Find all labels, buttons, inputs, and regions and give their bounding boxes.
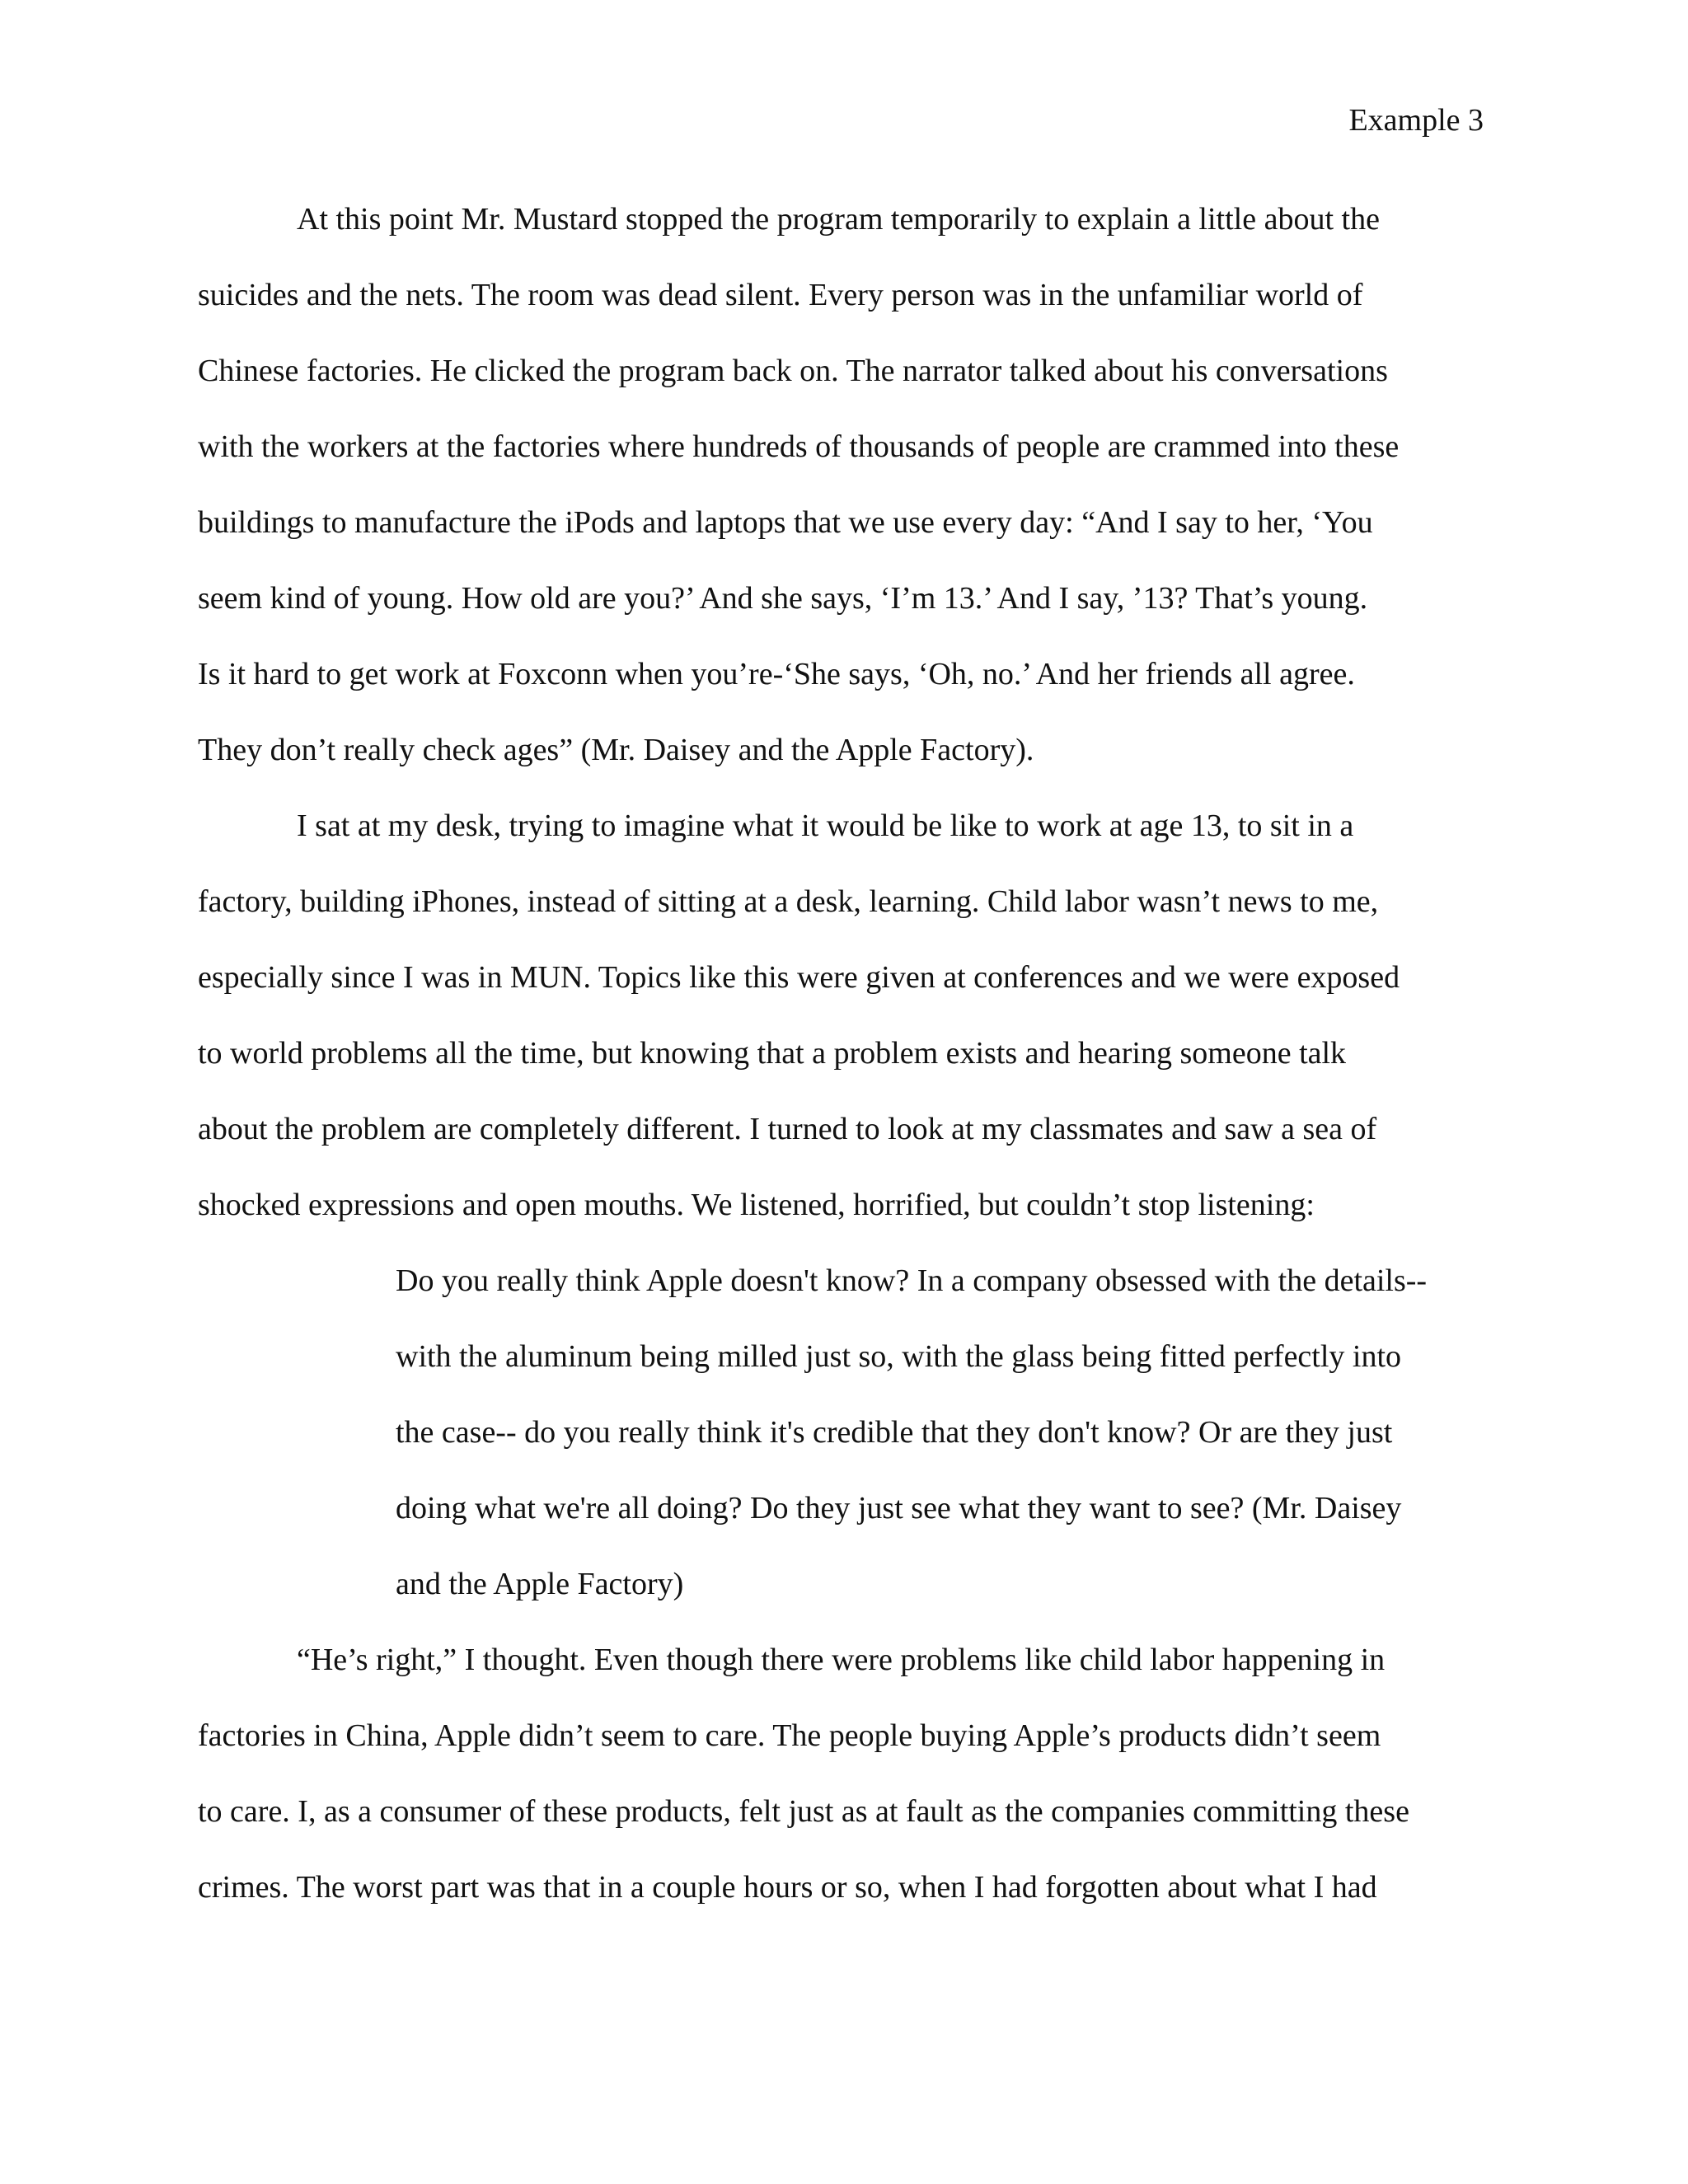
paragraph-2: [198, 803, 1489, 1258]
text-line: with the workers at the factories where hundreds of thousands of people are crammed into these: [198, 429, 1400, 464]
text-line: about the problem are completely different. I turned to look at my classmates and saw a sea of: [198, 1112, 1377, 1146]
page-header: Example 3: [1348, 103, 1484, 138]
text-line: “He’s right,” I thought. Even though there were problems like child labor happening in: [297, 1643, 1386, 1677]
text-line: to world problems all the time, but knowing that a problem exists and hearing someone talk: [198, 1036, 1347, 1071]
paragraph-3: [198, 1637, 1489, 1940]
text-line: buildings to manufacture the iPods and laptops that we use every day: “And I say to her, ‘You: [198, 505, 1373, 540]
quote-line: and the Apple Factory): [396, 1567, 684, 1601]
text-line: factory, building iPhones, instead of sitting at a desk, learning. Child labor wasn’t news to me,: [198, 884, 1379, 919]
text-line: especially since I was in MUN. Topics like this were given at conferences and we were exposed: [198, 960, 1400, 995]
text-line: Is it hard to get work at Foxconn when you’re-‘She says, ‘Oh, no.’ And her friends all agree.: [198, 657, 1355, 691]
text-line: shocked expressions and open mouths. We listened, horrified, but couldn’t stop listening:: [198, 1188, 1315, 1222]
text-line: crimes. The worst part was that in a couple hours or so, when I had forgotten about what I had: [198, 1870, 1377, 1905]
quote-line: with the aluminum being milled just so, with the glass being fitted perfectly into: [396, 1339, 1402, 1374]
quote-line: doing what we're all doing? Do they just see what they want to see? (Mr. Daisey: [396, 1491, 1402, 1526]
text-line: factories in China, Apple didn’t seem to care. The people buying Apple’s products didn’t seem: [198, 1718, 1381, 1753]
text-line: to care. I, as a consumer of these products, felt just as at fault as the companies committing these: [198, 1794, 1409, 1829]
text-line: I sat at my desk, trying to imagine what it would be like to work at age 13, to sit in a: [297, 808, 1354, 843]
quote-line: Do you really think Apple doesn't know? In a company obsessed with the details--: [396, 1263, 1428, 1298]
text-line: seem kind of young. How old are you?’ And she says, ‘I’m 13.’ And I say, ’13? That’s young.: [198, 581, 1368, 616]
text-line: At this point Mr. Mustard stopped the program temporarily to explain a little about the: [297, 202, 1380, 237]
text-line: They don’t really check ages” (Mr. Daisey and the Apple Factory).: [198, 733, 1034, 767]
text-line: Chinese factories. He clicked the program back on. The narrator talked about his conversations: [198, 354, 1388, 388]
quote-line: the case-- do you really think it's credible that they don't know? Or are they just: [396, 1415, 1393, 1450]
text-line: suicides and the nets. The room was dead silent. Every person was in the unfamiliar world of: [198, 278, 1363, 312]
body-text: [198, 196, 1489, 1940]
block-quote: [198, 1258, 1489, 1637]
paragraph-1: [198, 196, 1489, 803]
